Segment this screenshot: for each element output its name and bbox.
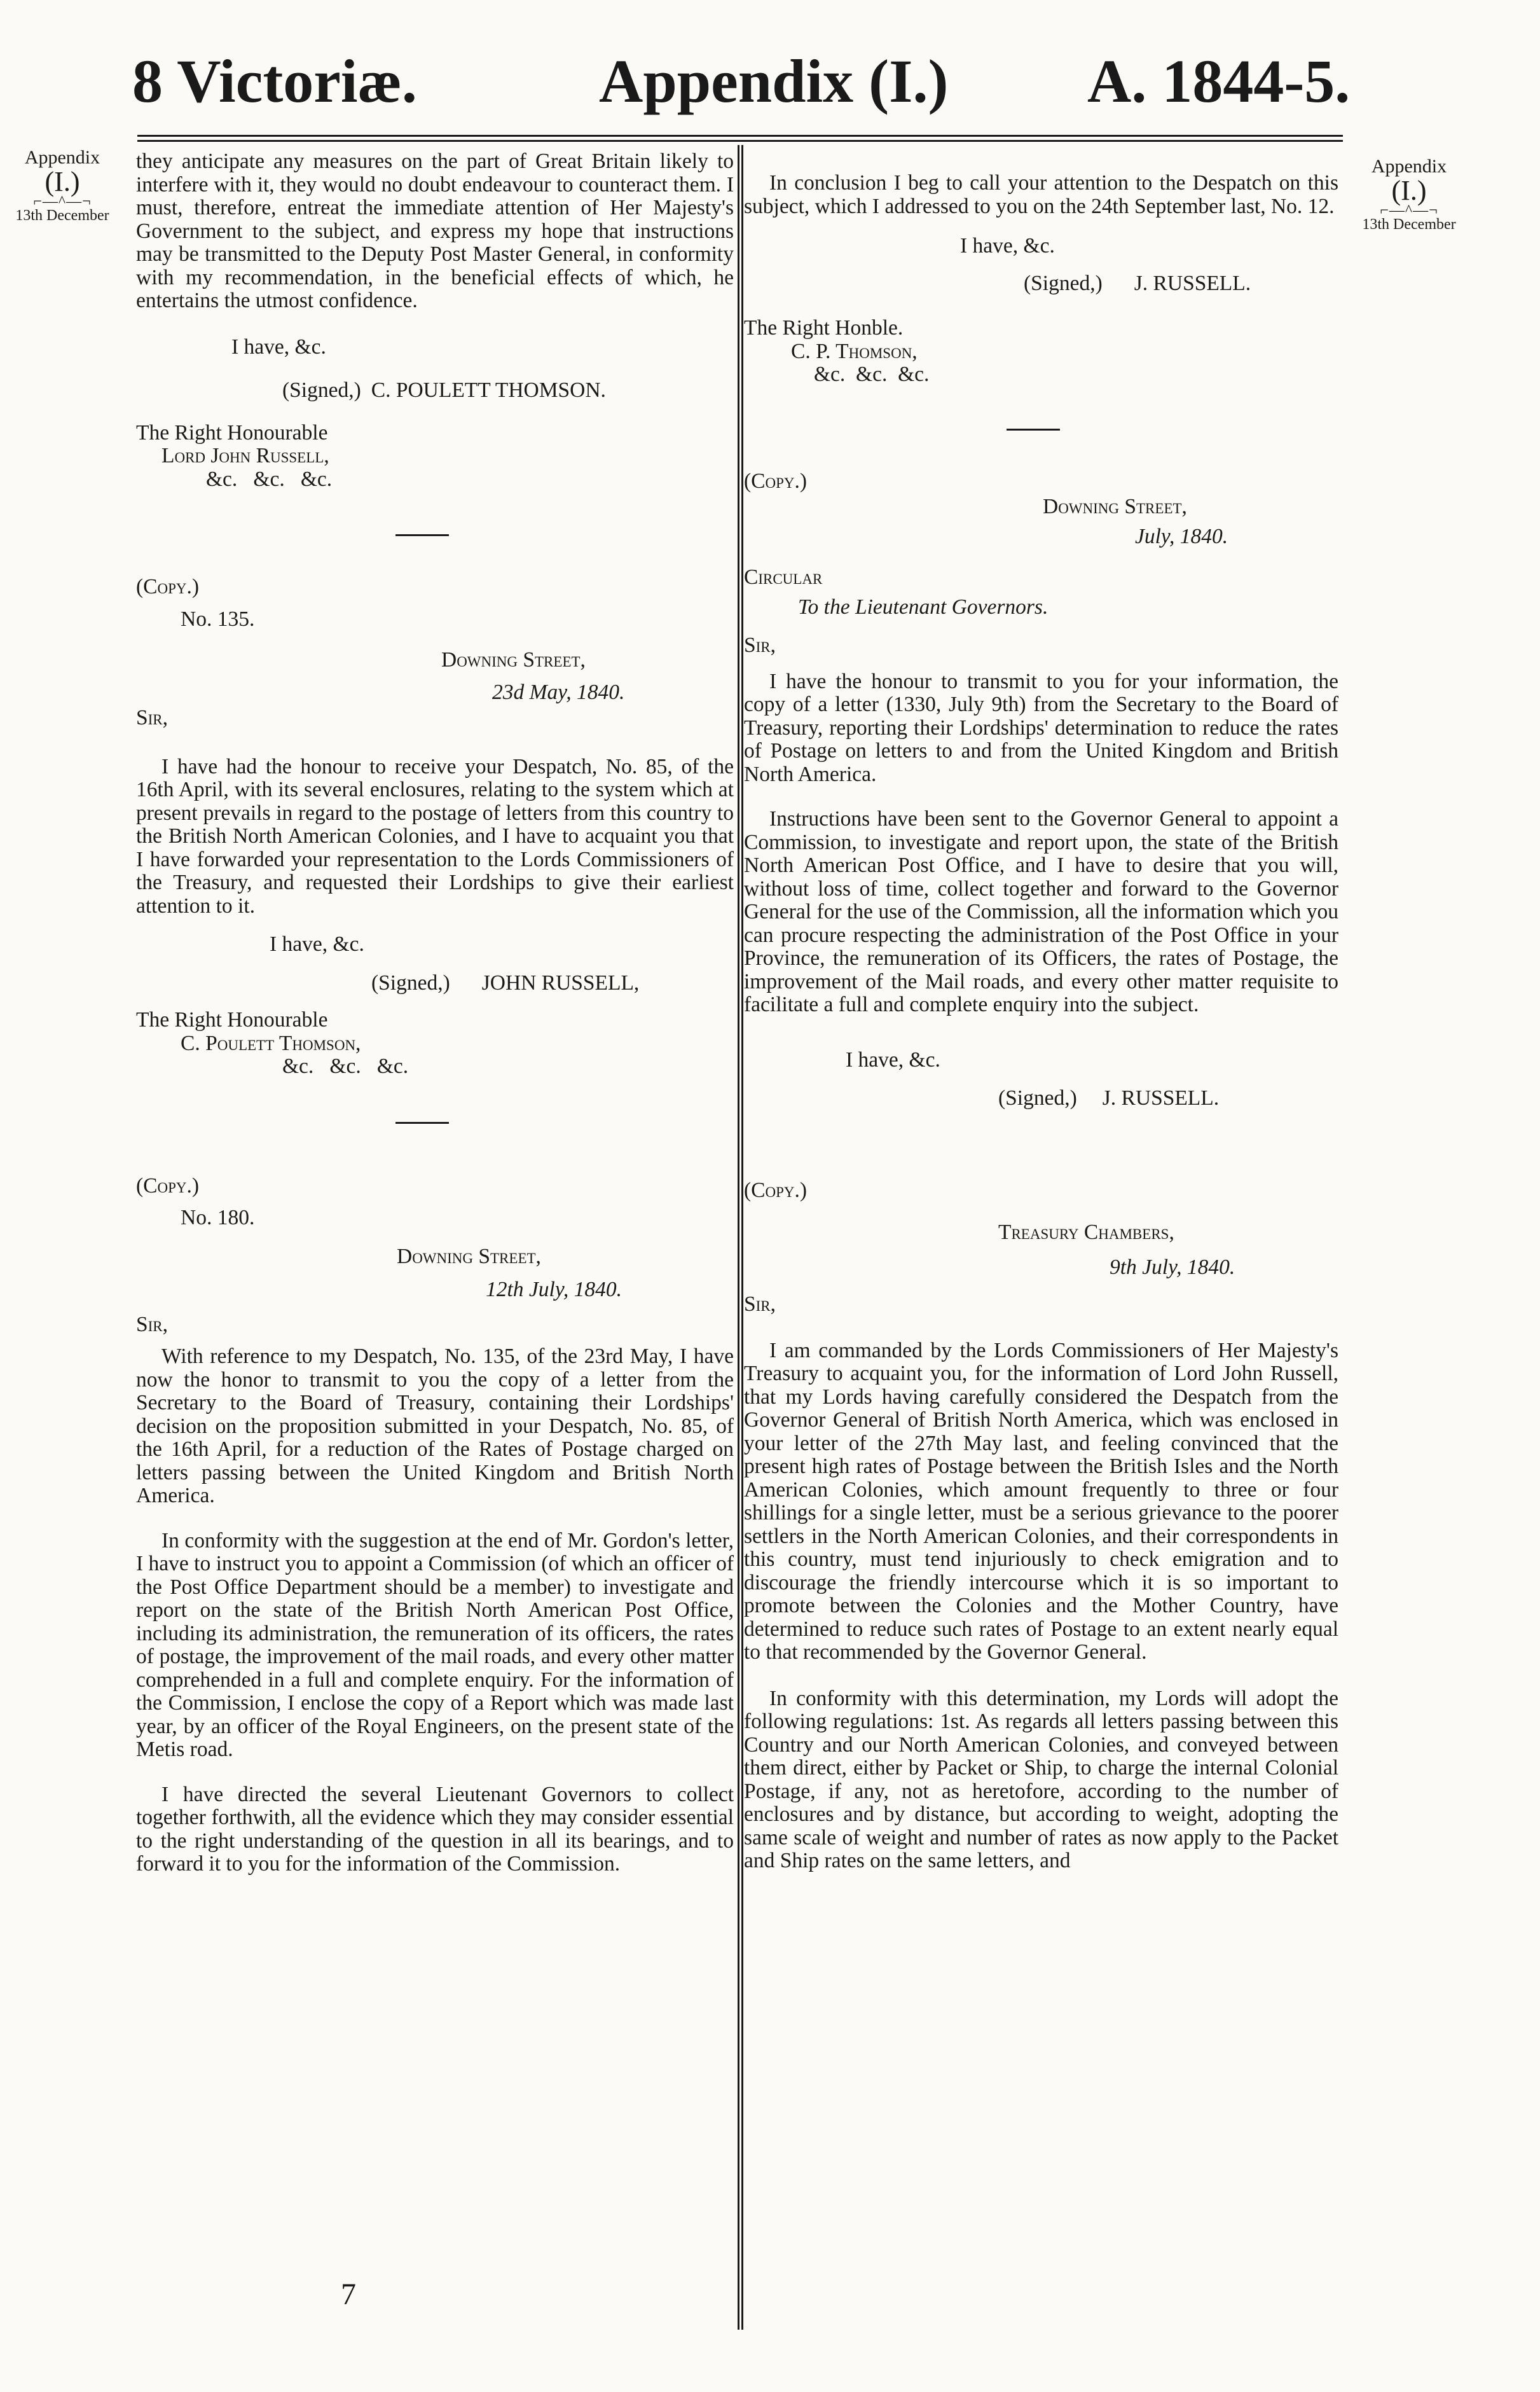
salutation: Sir, bbox=[136, 1312, 168, 1336]
header-year: A. 1844-5. bbox=[1087, 47, 1351, 115]
copy-label: (Copy.) bbox=[744, 1178, 808, 1202]
letter-paragraph: I have directed the several Lieutenant Governors to collect together forthwith, all the evidence which they may consider essential to the right understanding of the question in all its bearings, and to forward it to you for the information of the Commission. bbox=[136, 1782, 734, 1876]
addressee-line: The Right Honourable bbox=[136, 420, 328, 445]
column-divider-a bbox=[738, 145, 739, 2330]
margin-brace: ⌐—^—¬ bbox=[33, 193, 92, 210]
left-column bbox=[136, 150, 734, 1876]
copy-label: (Copy.) bbox=[744, 469, 808, 493]
letter-date: July, 1840. bbox=[1135, 524, 1228, 548]
letter-place: Downing Street, bbox=[1043, 495, 1187, 518]
right-column bbox=[744, 172, 1338, 1873]
signed-label: (Signed,) bbox=[1024, 271, 1103, 295]
margin-date: 13th December bbox=[15, 207, 109, 224]
circular-recipients: To the Lieutenant Governors. bbox=[798, 595, 1048, 619]
addressee-line: C. Poulett Thomson, bbox=[181, 1031, 361, 1055]
header-rule-top bbox=[137, 135, 1343, 137]
copy-label: (Copy.) bbox=[136, 1173, 200, 1198]
addressee-line: &c. &c. &c. bbox=[206, 467, 333, 491]
letter-closing: I have, &c. bbox=[846, 1047, 940, 1072]
letter-paragraph: In conformity with this determination, my Lords will adopt the following regulations: 1st. As regards all letters passing between this Country and our North American Colonies, and conveyed between them direct, either by Packet or Ship, to charge the internal Colonial Postage, if any, not as heretofore, according to the number of enclosures and by distance, but according to weight, adopting the same scale of weight and number of rates as now apply to the Packet and Ship rates on the same letters, and bbox=[744, 1686, 1338, 1872]
addressee-line: The Right Honourable bbox=[136, 1008, 328, 1032]
margin-appendix-label: Appendix bbox=[1371, 156, 1447, 177]
header-rule-bottom bbox=[137, 140, 1343, 142]
right-margin-note bbox=[1347, 156, 1471, 233]
signed-label: (Signed,) bbox=[998, 1086, 1077, 1110]
margin-appendix-label: Appendix bbox=[24, 147, 100, 168]
margin-date: 13th December bbox=[1362, 216, 1456, 233]
left-margin-note bbox=[5, 148, 120, 224]
signer-name: J. RUSSELL. bbox=[1134, 271, 1251, 295]
addressee-line: The Right Honble. bbox=[744, 316, 904, 340]
addressee-line: C. P. Thomson, bbox=[791, 339, 918, 363]
section-separator bbox=[1007, 429, 1060, 431]
signer-name: JOHN RUSSELL, bbox=[481, 971, 640, 995]
letter-closing: I have, &c. bbox=[960, 234, 1055, 258]
signature-line bbox=[744, 1087, 1338, 1110]
signer-name: J. RUSSELL. bbox=[1102, 1086, 1220, 1110]
letter-place: Downing Street, bbox=[397, 1244, 541, 1268]
page-number: 7 bbox=[341, 2278, 356, 2311]
circular-label: Circular bbox=[744, 565, 823, 589]
signature-line bbox=[136, 379, 734, 403]
signer-name: C. POULETT THOMSON. bbox=[371, 378, 606, 402]
letter-date: 9th July, 1840. bbox=[1110, 1255, 1235, 1279]
despatch-number: No. 135. bbox=[181, 607, 255, 631]
addressee-line: Lord John Russell, bbox=[162, 444, 329, 467]
signed-label: (Signed,) bbox=[371, 971, 450, 995]
section-separator bbox=[395, 1122, 449, 1124]
letter-paragraph: I have the honour to transmit to you for your information, the copy of a letter (1330, July 9th) from the Secretary to the Board of Treasury, reporting their Lordships' determination to reduce the rates of Postage on letters to and from the United Kingdom and British North America. bbox=[744, 669, 1338, 786]
signature-line bbox=[136, 972, 734, 995]
copy-label: (Copy.) bbox=[136, 575, 200, 598]
letter-body: In conclusion I beg to call your attention to the Despatch on this subject, which I addressed to you on the 24th September last, No. 12. bbox=[744, 171, 1338, 218]
letter-paragraph: Instructions have been sent to the Governor General to appoint a Commission, to investigate and report upon, the state of the British North American Post Office, and I have to desire that you will, without loss of time, collect together and forward to the Governor General for the use of the Commission, all the information which you can procure respecting the administration of the Post Office in your Province, the remuneration of its Officers, the rates of Postage, the improvement of the Mail roads, and every other matter requisite to facilitate a full and complete enquiry into the subject. bbox=[744, 807, 1338, 1016]
letter-body: they anticipate any measures on the part of Great Britain likely to interfere with it, they would no doubt endeavour to counteract them. I must, therefore, entreat the immediate attention of Her Majesty's Government to the subject, and express my hope that instructions may be transmitted to the Deputy Post Master General, in conformity with my recommendation, in the beneficial effects of which, he entertains the utmost confidence. bbox=[136, 149, 734, 312]
header-session: 8 Victoriæ. bbox=[132, 47, 417, 115]
despatch-number: No. 180. bbox=[181, 1206, 255, 1229]
letter-paragraph: With reference to my Despatch, No. 135, of the 23rd May, I have now the honor to transmit to you the copy of a letter from the Secretary to the Board of Treasury, containing their Lordships' decision on the proposition submitted in your Despatch, No. 85, of the 16th April, for a reduction of the Rates of Postage charged on letters passing between the United Kingdom and British North America. bbox=[136, 1345, 734, 1507]
addressee-line: &c. &c. &c. bbox=[282, 1054, 409, 1078]
letter-date: 23d May, 1840. bbox=[492, 680, 625, 704]
salutation: Sir, bbox=[744, 633, 776, 657]
letter-paragraph: I am commanded by the Lords Commissioners of Her Majesty's Treasury to acquaint you, for the information of Lord John Russell, that my Lords having carefully considered the Despatch from the Governor General of British North America, which was enclosed in your letter of the 27th May last, and feeling convinced that the present high rates of Postage between the British Isles and the North American Colonies, which amount frequently to three or four shillings for a single letter, must be a serious grievance to the poorer settlers in the North American Colonies, and their correspondents in this country, must tend injuriously to check emigration and to discourage the friendly intercourse which it is so important to promote between the Colonies and the Mother Country, have determined to reduce such rates of Postage to an extent nearly equal to that recommended by the Governor General. bbox=[744, 1338, 1338, 1664]
salutation: Sir, bbox=[744, 1292, 776, 1316]
addressee-line: &c. &c. &c. bbox=[814, 363, 930, 386]
signed-label: (Signed,) bbox=[282, 378, 361, 402]
letter-closing: I have, &c. bbox=[270, 932, 364, 956]
column-divider-b bbox=[741, 145, 743, 2330]
section-separator bbox=[395, 534, 449, 536]
letter-place: Treasury Chambers, bbox=[998, 1220, 1174, 1244]
letter-paragraph: In conformity with the suggestion at the end of Mr. Gordon's letter, I have to instruct you to appoint a Commission (of which an officer of the Post Office Department should be a member) to investigate and report on the state of the British North American Post Office, including its administration, the remuneration of its officers, the rates of postage, the improvement of the mail roads, and every other matter comprehended in a full and complete enquiry. For the information of the Commission, I enclose the copy of a Report which was made last year, by an officer of the Royal Engineers, on the present state of the Metis road. bbox=[136, 1528, 734, 1761]
margin-brace: ⌐—^—¬ bbox=[1380, 202, 1438, 219]
letter-date: 12th July, 1840. bbox=[486, 1278, 622, 1301]
letter-body: I have had the honour to receive your Despatch, No. 85, of the 16th April, with its several enclosures, relating to the system which at present prevails in regard to the postage of letters from this country to the British North American Colonies, and I have to acquaint you that I have forwarded your representation to the Lords Commissioners of the Treasury, and requested their Lordships to give their earliest attention to it. bbox=[136, 754, 734, 918]
header-appendix: Appendix (I.) bbox=[599, 47, 949, 115]
letter-closing: I have, &c. bbox=[231, 335, 326, 359]
margin-appendix-number: (I.) bbox=[1391, 175, 1427, 206]
margin-appendix-number: (I.) bbox=[45, 166, 80, 197]
letter-place: Downing Street, bbox=[441, 648, 586, 672]
salutation: Sir, bbox=[136, 706, 168, 729]
signature-line bbox=[744, 272, 1338, 296]
